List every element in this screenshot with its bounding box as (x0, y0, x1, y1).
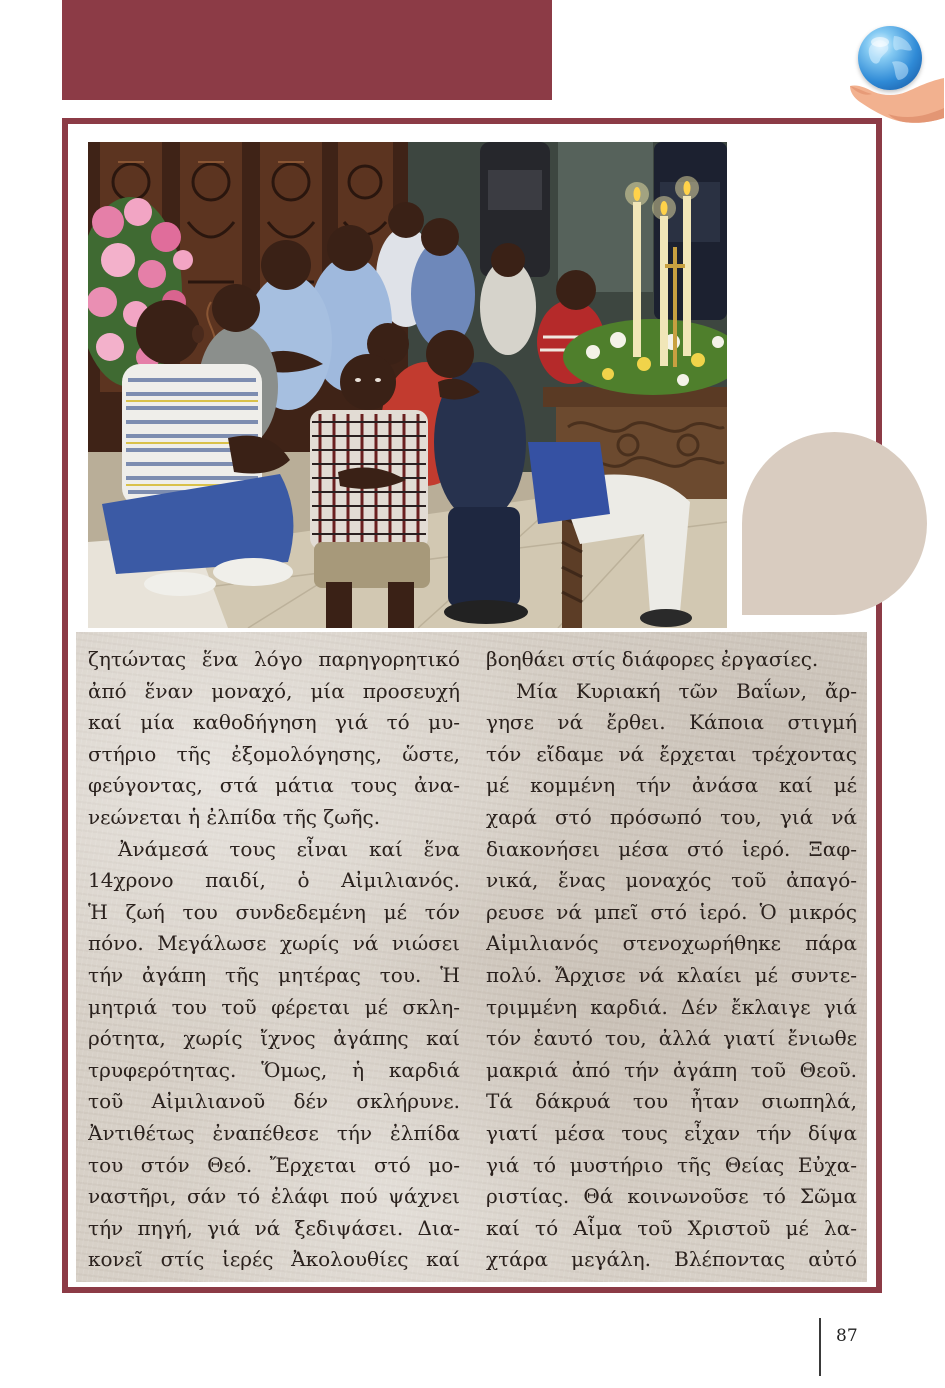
text-line: τριμμένη καρδιά. Δέν ἔκλαιγε γιά (486, 994, 857, 1019)
page-number: 87 (836, 1326, 858, 1346)
text-line: Τά δάκρυά του ἦταν σιωπηλά, (486, 1089, 857, 1114)
text-line: Ἀνάμεσά τους εἶναι καί ἕνα (118, 836, 460, 861)
article-text-panel (76, 632, 867, 1282)
text-line: μακριά ἀπό τήν ἀγάπη τοῦ Θεοῦ. (486, 1057, 857, 1082)
text-line: νικά, ἕνας μοναχός τοῦ ἀπαγό- (486, 868, 857, 893)
header-color-band (62, 0, 552, 100)
text-line: χτάρα μεγάλη. Βλέποντας αὐτό (486, 1247, 857, 1272)
text-line: νεώνεται ἡ ἐλπίδα τῆς ζωῆς. (88, 804, 381, 829)
text-line: διακονήσει μέσα στό ἱερό. Ξαφ- (486, 836, 857, 861)
text-line: Αἰμιλιανός στενοχωρήθηκε πάρα (486, 931, 857, 956)
text-line: κονεῖ στίς ἱερές Ἀκολουθίες καί (88, 1247, 460, 1272)
text-line: τόν ἑαυτό του, ἀλλά γιατί ἔνιωθε (486, 1026, 857, 1051)
footer-divider (819, 1318, 821, 1376)
text-line: τήν ἀγάπη τῆς μητέρας του. Ἡ (88, 962, 460, 987)
text-line: γησε νά ἔρθει. Κάποια στιγμή (486, 710, 857, 735)
text-line: Ἡ ζωή του συνδεδεμένη μέ τόν (88, 899, 460, 924)
decorative-shape (742, 432, 927, 615)
right-column (486, 644, 857, 1276)
text-line: γιά τό μυστήριο τῆς Θείας Εὐχα- (486, 1152, 857, 1177)
text-line: γιατί μέσα τους εἶχαν τήν δίψα (486, 1120, 857, 1145)
text-line: τρυφερότητας. Ὅμως, ἡ καρδιά (88, 1057, 460, 1082)
text-line: του στόν Θεό. Ἔρχεται στό μο- (88, 1152, 460, 1177)
text-line: βοηθάει στίς διάφορες ἐργασίες. (486, 647, 819, 671)
text-line: στήριο τῆς ἐξομολόγησης, ὥστε, (88, 741, 460, 766)
text-line: πόνο. Μεγάλωσε χωρίς νά νιώσει (88, 931, 460, 956)
text-line: 14χρονο παιδί, ὁ Αἰμιλιανός. (88, 868, 460, 893)
candles (625, 176, 699, 367)
text-line: φεύγοντας, στά μάτια τους ἀνα- (88, 773, 460, 798)
left-column (88, 644, 460, 1276)
text-line: τήν πηγή, γιά νά ξεδιψάσει. Δια- (88, 1215, 460, 1240)
text-line: ρότητα, χωρίς ἴχνος ἀγάπης καί (88, 1026, 460, 1051)
text-line: Ἀντιθέτως ἐναπέθεσε τήν ἐλπίδα (88, 1120, 460, 1145)
text-line: Μία Κυριακή τῶν Βαΐων, ἄρ- (516, 678, 857, 703)
article-photo (88, 142, 727, 628)
text-line: τοῦ Αἰμιλιανοῦ δέν σκλήρυνε. (88, 1089, 460, 1114)
text-line: καί τό Αἷμα τοῦ Χριστοῦ μέ λα- (486, 1215, 857, 1240)
text-line: καί μία καθοδήγηση γιά τό μυ- (88, 710, 460, 735)
text-line: τόν εἴδαμε νά ἔρχεται τρέχοντας (486, 741, 857, 766)
text-line: μέ κομμένη τήν ἀνάσα καί μέ (486, 773, 857, 798)
text-line: μητριά του τοῦ φέρεται μέ σκλη- (88, 994, 460, 1019)
text-line: πολύ. Ἄρχισε νά κλαίει μέ συντε- (486, 962, 857, 987)
text-line: ναστῆρι, σάν τό ἐλάφι πού ψάχνει (88, 1184, 460, 1209)
text-line: ρευσε νά μπεῖ στό ἱερό. Ὁ μικρός (486, 899, 857, 924)
text-line: χαρά στό πρόσωπό του, γιά νά (486, 804, 857, 829)
text-line: ζητώντας ἕνα λόγο παρηγορητικό (88, 647, 460, 671)
text-line: ἀπό ἕναν μοναχό, μία προσευχή (88, 678, 460, 703)
text-line: ριστίας. Θά κοινωνοῦσε τό Σῶμα (486, 1184, 857, 1209)
